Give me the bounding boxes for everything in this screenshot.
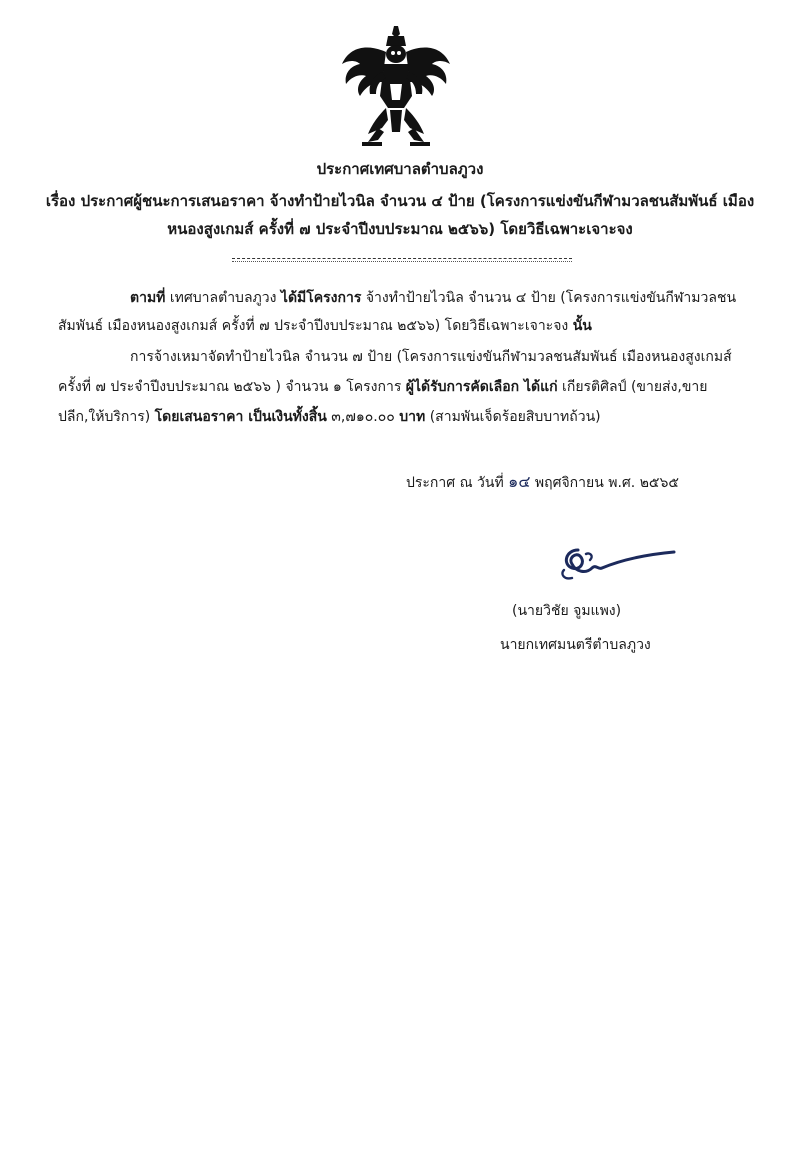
- paragraph-1-line-1: [130, 287, 736, 309]
- p2-selected-label: ผู้ได้รับการคัดเลือก ได้แก่: [405, 379, 558, 395]
- p2-vendor: เกียรติศิลป์ (ขายส่ง,ขาย: [557, 379, 708, 395]
- p2-price-words: (สามพันเจ็ดร้อยสิบบาทถ้วน): [425, 409, 601, 425]
- p1-org: เทศบาลตำบลภูวง: [165, 290, 281, 306]
- paragraph-2-line-1: การจ้างเหมาจัดทำป้ายไวนิล จำนวน ๗ ป้าย (โครงการแข่งขันกีฬามวลชนสัมพันธ์ เมืองหนองสูงเกมส์: [130, 349, 732, 365]
- p2-price-amount: ๓,๗๑๐.๐๐: [326, 409, 400, 425]
- paragraph-2-line-3: [58, 406, 601, 428]
- subject-line-2: หนองสูงเกมส์ ครั้งที่ ๗ ประจำปีงบประมาณ ๒๕๖๖) โดยวิธีเฉพาะเจาะจง: [167, 220, 633, 238]
- announcement-suffix: พฤศจิกายน พ.ศ. ๒๕๖๕: [530, 475, 680, 491]
- subject-line-1: เรื่อง ประกาศผู้ชนะการเสนอราคา จ้างทำป้ายไวนิล จำนวน ๔ ป้าย (โครงการแข่งขันกีฬามวลชนสัมพันธ์ เมือง: [45, 192, 755, 210]
- p1-line2-end: นั้น: [572, 318, 592, 334]
- p2-line2-text: ครั้งที่ ๗ ประจำปีงบประมาณ ๒๕๖๖ ) จำนวน ๑ โครงการ: [58, 379, 406, 395]
- heading-divider: [232, 258, 572, 259]
- p1-line2-text: สัมพันธ์ เมืองหนองสูงเกมส์ ครั้งที่ ๗ ประจำปีงบประมาณ ๒๕๖๖) โดยวิธีเฉพาะเจาะจง: [58, 318, 573, 334]
- paragraph-1-line-2: [58, 315, 592, 337]
- p1-project-text: จ้างทำป้ายไวนิล จำนวน ๔ ป้าย (โครงการแข่งขันกีฬามวลชน: [361, 290, 737, 306]
- garuda-emblem-icon: [338, 24, 454, 148]
- signature-icon: [556, 540, 676, 584]
- announcement-date: [406, 471, 679, 494]
- paragraph-2-line-2: [58, 376, 708, 398]
- signatory-name: (นายวิชัย จูมแพง): [512, 603, 622, 619]
- document-title: ประกาศเทศบาลตำบลภูวง: [316, 160, 484, 178]
- p2-currency: บาท: [399, 409, 426, 425]
- p2-price-label: โดยเสนอราคา เป็นเงินทั้งสิ้น: [154, 409, 327, 425]
- announcement-day: ๑๔: [508, 472, 531, 491]
- signatory-position: นายกเทศมนตรีตำบลภูวง: [500, 637, 651, 653]
- announcement-prefix: ประกาศ ณ วันที่: [406, 475, 509, 491]
- heading-divider-secondary: [232, 261, 572, 262]
- p2-line3-text: ปลีก,ให้บริการ): [58, 409, 155, 425]
- p1-lead: ตามที่: [130, 290, 166, 306]
- p1-project-label: ได้มีโครงการ: [280, 290, 362, 306]
